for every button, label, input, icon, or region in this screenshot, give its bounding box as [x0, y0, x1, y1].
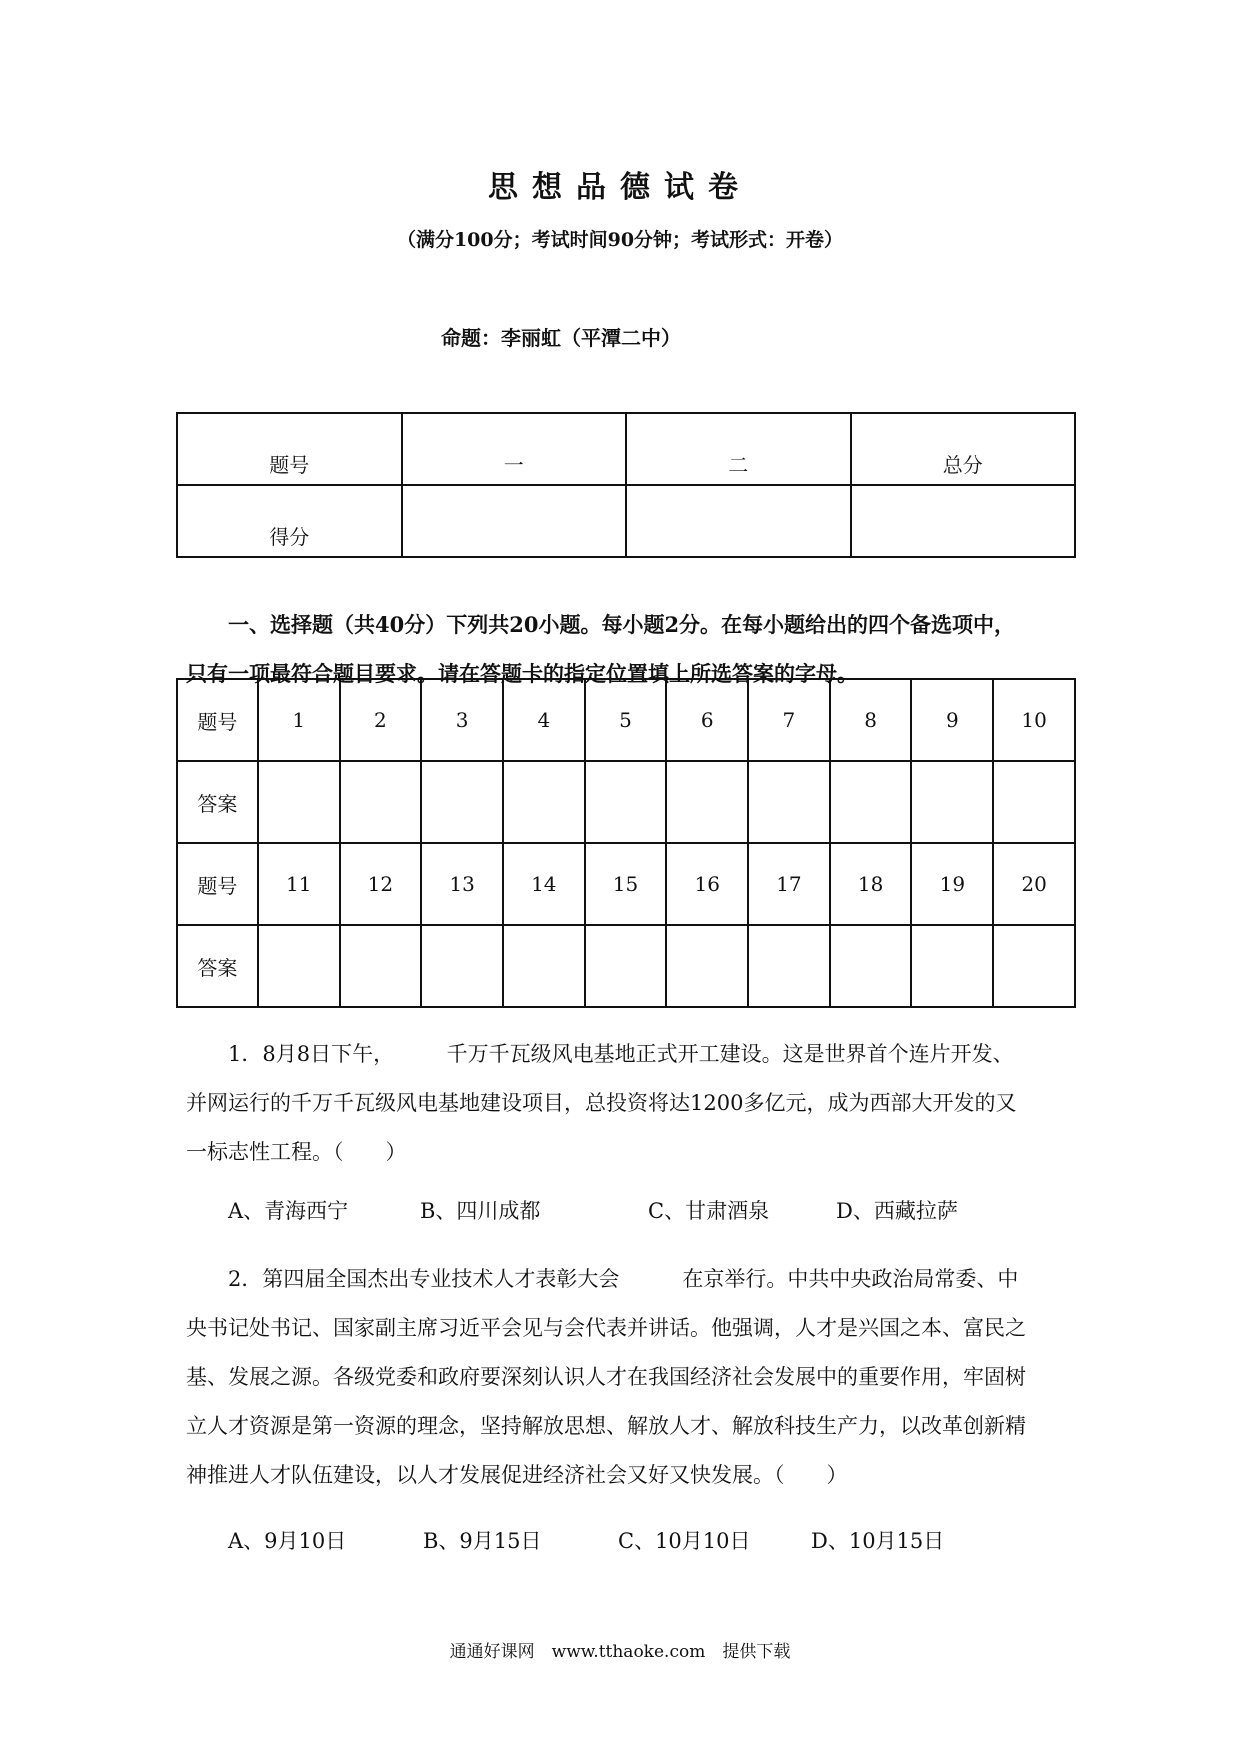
question-1-options [228, 1195, 1078, 1231]
table-cell: 18 [830, 843, 912, 925]
table-cell: 3 [421, 679, 503, 761]
answer-cell[interactable] [911, 925, 993, 1007]
answer-cell[interactable] [585, 925, 667, 1007]
option-d[interactable]: D、西藏拉萨 [836, 1199, 958, 1223]
table-cell: 答案 [177, 925, 258, 1007]
footer-credit: 通通好课网 www.tthaoke.com 提供下载 [449, 1642, 791, 1662]
question-line: 基、发展之源。各级党委和政府要深刻认识人才在我国经济社会发展中的重要作用，牢固树 [186, 1365, 1026, 1389]
author-line: 命题：李丽虹（平潭二中） [441, 326, 681, 350]
table-cell: 16 [666, 843, 748, 925]
answer-cell[interactable] [830, 761, 912, 843]
table-cell: 题号 [177, 843, 258, 925]
answer-cell[interactable] [258, 925, 340, 1007]
table-row [177, 679, 1075, 761]
table-cell: 9 [911, 679, 993, 761]
table-cell: 2 [340, 679, 422, 761]
table-row [177, 925, 1075, 1007]
table-cell: 二 [626, 413, 851, 485]
question-line: 神推进人才队伍建设，以人才发展促进经济社会又好又快发展。（ ） [186, 1463, 848, 1487]
table-row [177, 413, 1075, 485]
answer-cell[interactable] [340, 925, 422, 1007]
answer-cell[interactable] [340, 761, 422, 843]
answer-cell[interactable] [421, 761, 503, 843]
table-cell: 12 [340, 843, 422, 925]
question-2-options [228, 1525, 1078, 1561]
page-title: 思想品德试卷 [488, 170, 752, 205]
table-cell: 15 [585, 843, 667, 925]
answer-cell[interactable] [258, 761, 340, 843]
question-1 [186, 1030, 1066, 1177]
answer-cell[interactable] [421, 925, 503, 1007]
question-2 [186, 1255, 1066, 1500]
score-cell[interactable] [851, 485, 1076, 557]
table-cell: 7 [748, 679, 830, 761]
table-row [177, 843, 1075, 925]
table-cell: 6 [666, 679, 748, 761]
score-cell[interactable] [626, 485, 851, 557]
table-cell: 题号 [177, 413, 402, 485]
instruction-line: 只有一项最符合题目要求。请在答题卡的指定位置填上所选答案的字母。 [186, 661, 858, 686]
table-row [177, 485, 1075, 557]
answer-cell[interactable] [748, 925, 830, 1007]
table-cell: 17 [748, 843, 830, 925]
option-b[interactable]: B、四川成都 [420, 1199, 541, 1223]
option-c[interactable]: C、甘肃酒泉 [648, 1199, 770, 1223]
question-line: 并网运行的千万千瓦级风电基地建设项目，总投资将达1200多亿元，成为西部大开发的又 [186, 1091, 1017, 1115]
table-cell: 20 [993, 843, 1075, 925]
exam-info: （满分100分；考试时间90分钟；考试形式：开卷） [396, 229, 844, 251]
answer-cell[interactable] [911, 761, 993, 843]
score-table [176, 412, 1076, 558]
option-c[interactable]: C、10月10日 [618, 1529, 751, 1553]
score-cell[interactable] [402, 485, 627, 557]
question-line: 立人才资源是第一资源的理念，坚持解放思想、解放人才、解放科技生产力，以改革创新精 [186, 1414, 1026, 1438]
question-line: 央书记处书记、国家副主席习近平会见与会代表并讲话。他强调，人才是兴国之本、富民之 [186, 1316, 1026, 1340]
table-cell: 一 [402, 413, 627, 485]
table-cell: 题号 [177, 679, 258, 761]
answer-cell[interactable] [503, 761, 585, 843]
answer-cell[interactable] [748, 761, 830, 843]
answer-cell[interactable] [666, 761, 748, 843]
table-cell: 11 [258, 843, 340, 925]
table-cell: 5 [585, 679, 667, 761]
question-line: 一标志性工程。（ ） [186, 1140, 407, 1164]
answer-cell[interactable] [503, 925, 585, 1007]
table-cell: 总分 [851, 413, 1076, 485]
option-a[interactable]: A、青海西宁 [228, 1199, 349, 1223]
question-line: 2．第四届全国杰出专业技术人才表彰大会 在京举行。中共中央政治局常委、中 [228, 1267, 1019, 1291]
table-cell: 8 [830, 679, 912, 761]
answer-table [176, 678, 1076, 1008]
table-cell: 14 [503, 843, 585, 925]
option-b[interactable]: B、9月15日 [423, 1529, 542, 1553]
table-cell: 1 [258, 679, 340, 761]
table-row [177, 761, 1075, 843]
table-cell: 得分 [177, 485, 402, 557]
table-cell: 答案 [177, 761, 258, 843]
answer-cell[interactable] [993, 925, 1075, 1007]
option-d[interactable]: D、10月15日 [811, 1529, 945, 1553]
table-cell: 13 [421, 843, 503, 925]
table-cell: 19 [911, 843, 993, 925]
answer-cell[interactable] [585, 761, 667, 843]
question-line: 1．8月8日下午， 千万千瓦级风电基地正式开工建设。这是世界首个连片开发、 [228, 1042, 1014, 1066]
table-cell: 4 [503, 679, 585, 761]
answer-cell[interactable] [666, 925, 748, 1007]
option-a[interactable]: A、9月10日 [228, 1529, 347, 1553]
table-cell: 10 [993, 679, 1075, 761]
answer-cell[interactable] [830, 925, 912, 1007]
instruction-line: 一、选择题（共40分）下列共20小题。每小题2分。在每小题给出的四个备选项中， [228, 612, 1016, 637]
answer-cell[interactable] [993, 761, 1075, 843]
